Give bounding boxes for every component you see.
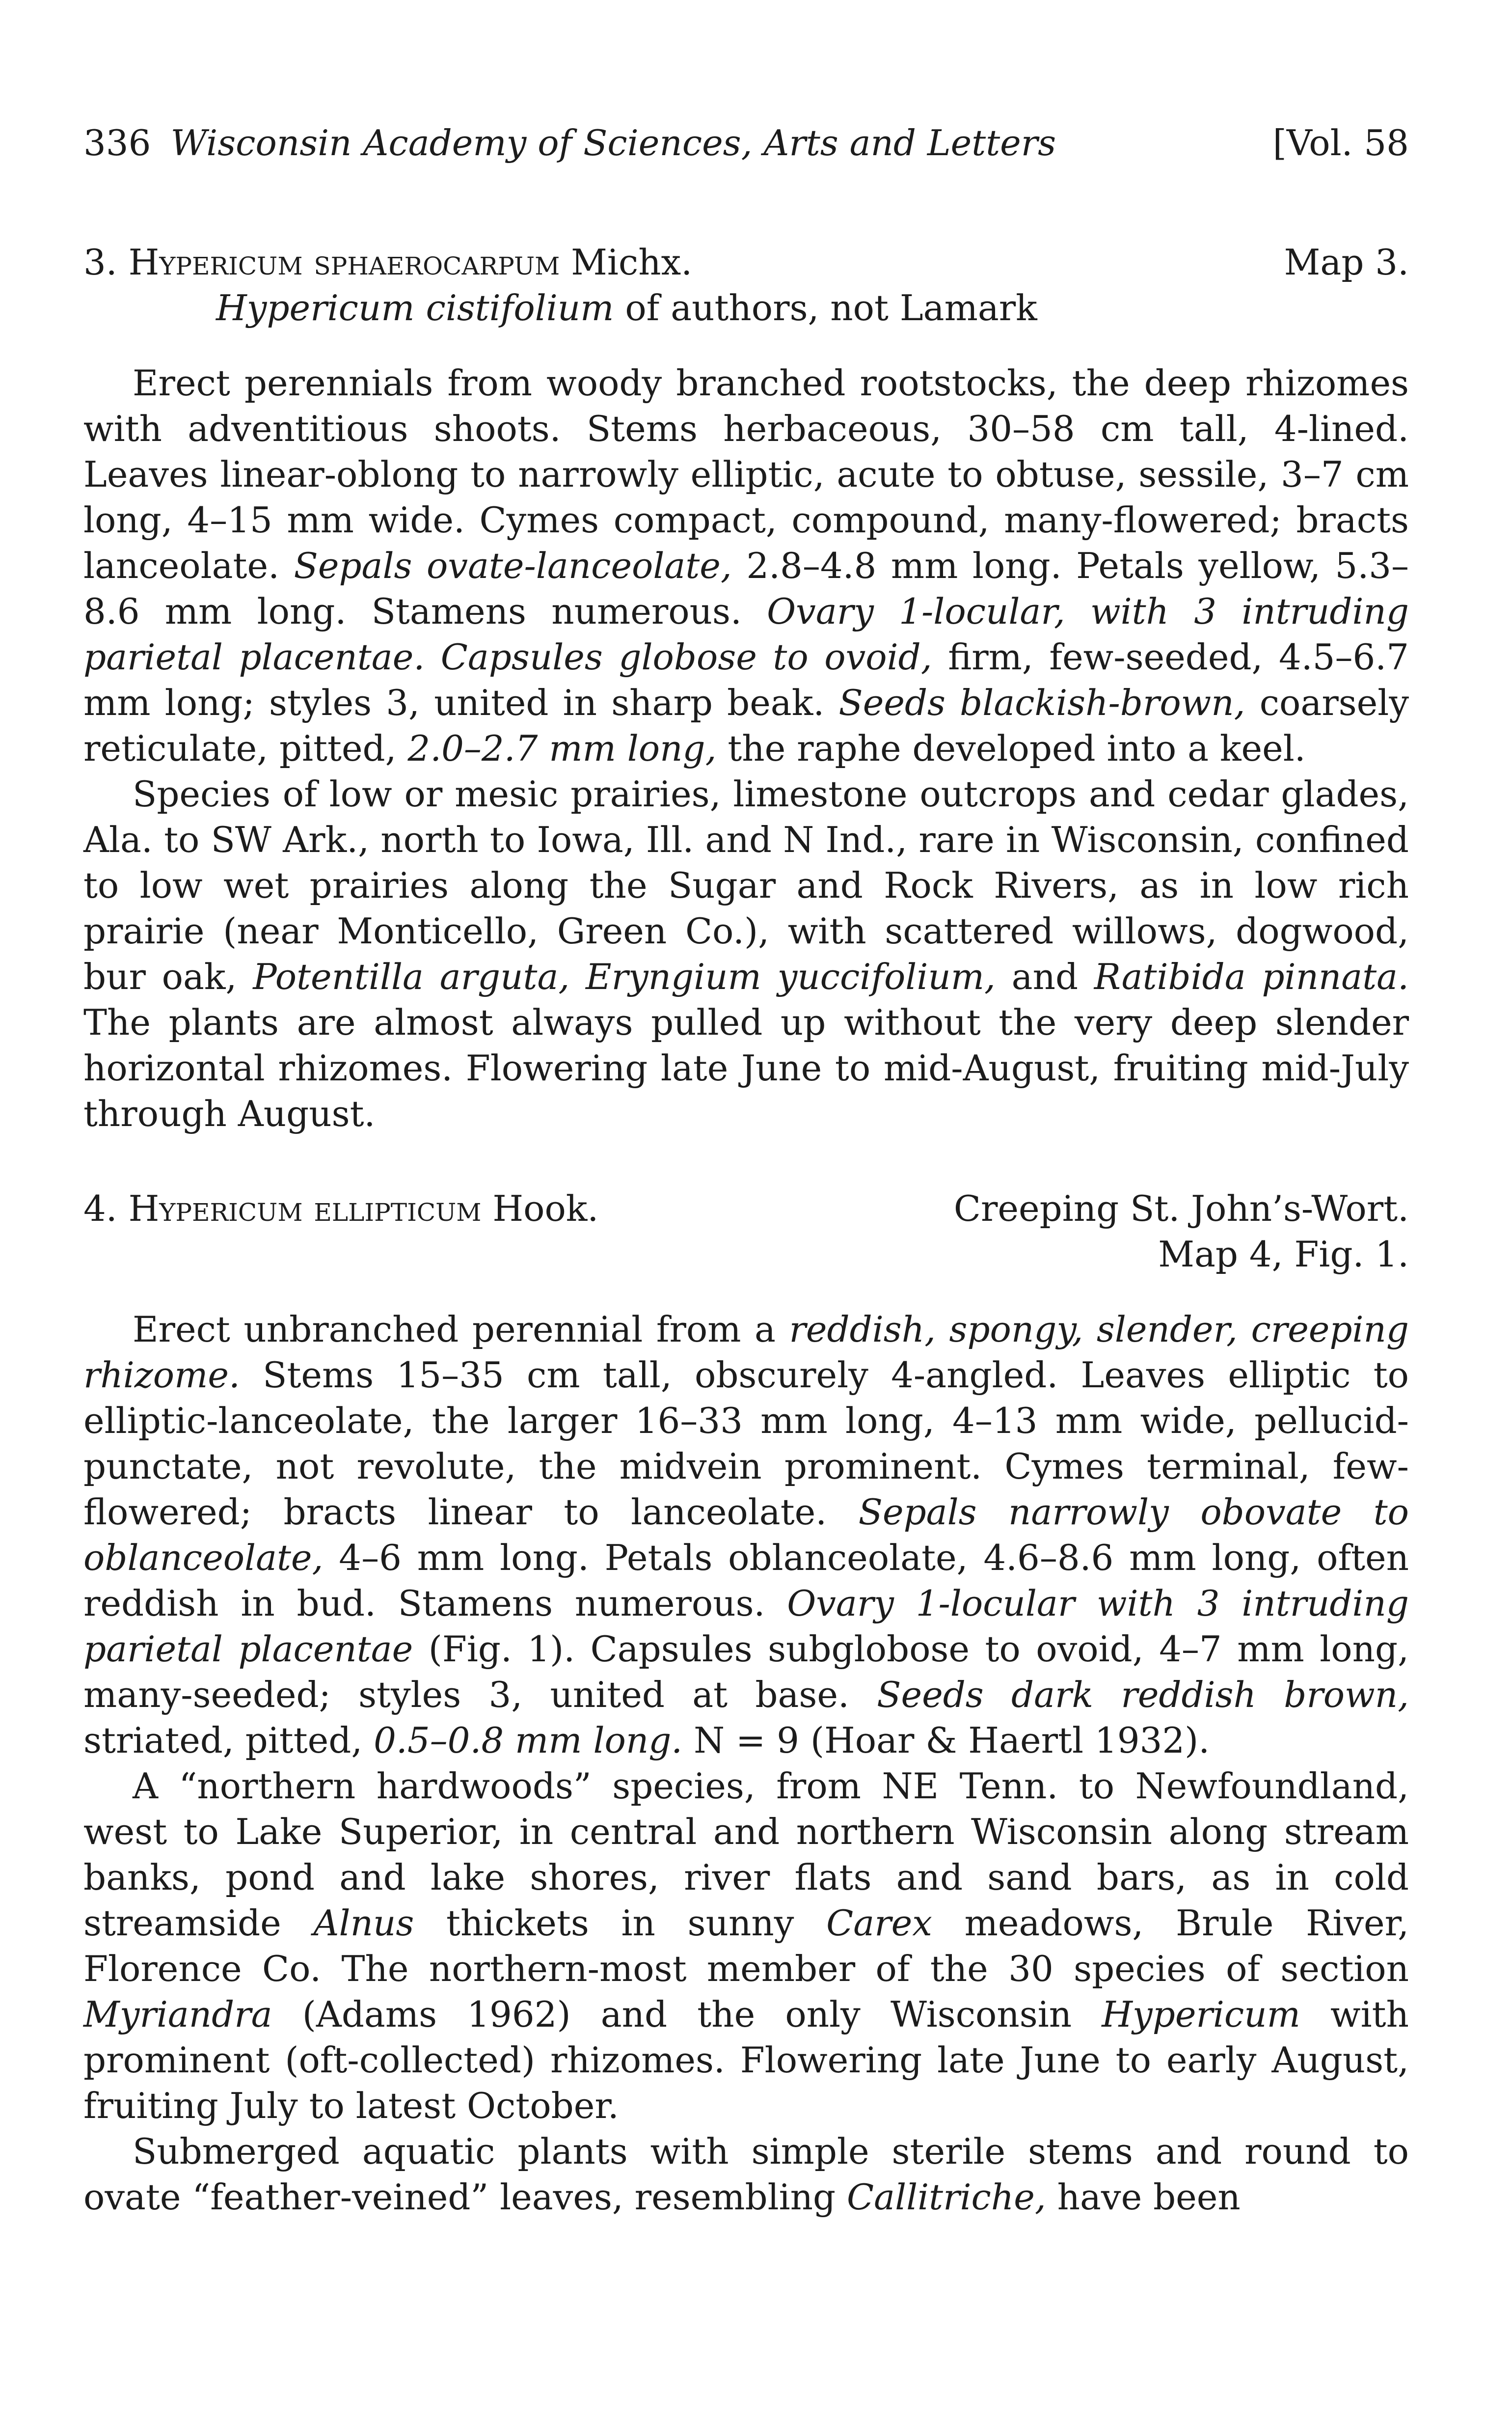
text-run: have been [1057, 2176, 1241, 2218]
italic-run: Potentilla arguta, Eryngium yuccifolium, [253, 956, 996, 997]
italic-run: 2.0–2.7 mm long, [407, 728, 717, 769]
header-left [83, 120, 1076, 166]
running-header [83, 120, 1409, 166]
text-run: A “northern hardwoods” species, from NE Tenn. to Newfoundland, west to Lake Superior, in central and northern Wisconsin along stream banks, pond and lake shores, river flats and sand bars, as in cold streamside [83, 1765, 1409, 1944]
text-run: 2.8–4.8 mm long. Petals yellow, 5.3–8.6 mm long. Stamens numerous. [83, 545, 1409, 632]
entry-4-name [83, 1186, 598, 1232]
text-run: (Fig. 1). Capsules subglobose to ovoid, 4–7 mm long, many-seeded; styles 3, united at base. [83, 1628, 1409, 1715]
text-run: thickets in sunny [446, 1902, 794, 1944]
text-run: coarsely reticulate, pitted, [83, 682, 1409, 769]
entry-3-name [83, 240, 692, 285]
entry-3-habitat [83, 771, 1409, 1137]
entry-4-map: Map 4, Fig. 1. [1158, 1234, 1409, 1275]
text-run: (Adams 1962) and the only Wisconsin [302, 1994, 1072, 2035]
entry-4-common-name: Creeping St. John’s-Wort. [953, 1188, 1409, 1229]
text-run: Species of low or mesic prairies, limestone outcrops and cedar glades, Ala. to SW Ark., north to Iowa, Ill. and N Ind., rare in Wisconsin, confined to low wet prairies along the Sugar and Rock Rivers, as in low rich prairie (near Monticello, Green Co.), with scattered willows, dogwood, bur oak, [83, 773, 1409, 997]
text-run: with prominent (oft-collected) rhizomes. Flowering late June to early August, fruiting July to latest October. [83, 1994, 1409, 2126]
entry-4 [83, 1186, 1409, 2220]
entry-3-species: sphaerocarpum [314, 242, 560, 283]
entry-3-number: 3. [83, 242, 117, 283]
entry-3-synonym [83, 285, 1409, 331]
italic-run: Seeds dark reddish brown, [877, 1674, 1409, 1715]
text-run: meadows, Brule River, Florence Co. The northern-most member of the 30 species of section [83, 1902, 1409, 1989]
text-run: 4–6 mm long. Petals oblanceolate, 4.6–8.6 mm long, often reddish in bud. Stamens numerous. [83, 1537, 1409, 1624]
entry-4-number: 4. [83, 1188, 117, 1229]
entry-4-aquatic-note [83, 2129, 1409, 2220]
italic-run: Sepals narrowly obovate to oblanceolate, [83, 1491, 1409, 1578]
entry-4-genus: Hypericum [128, 1188, 303, 1229]
entry-4-habitat [83, 1763, 1409, 2129]
italic-run: Carex [826, 1902, 932, 1944]
volume: [Vol. 58 [1272, 122, 1409, 164]
journal-title: Wisconsin Academy of Sciences, Arts and Letters [170, 122, 1056, 164]
italic-run: Callitriche, [847, 2176, 1046, 2218]
text-run: Submerged aquatic plants with simple sterile stems and round to ovate “feather-veined” leaves, resembling [83, 2131, 1409, 2218]
text-run: The plants are almost always pulled up without the very deep slender horizontal rhizomes. Flowering late June to mid-August, fruiting mid-July through August. [83, 1002, 1409, 1134]
text-run: Erect perennials from woody branched rootstocks, the deep rhizomes with adventitious shoots. Stems herbaceous, 30–58 cm tall, 4-lined. Leaves linear-oblong to narrowly elliptic, acute to obtuse, sessile, 3–7 cm long, 4–15 mm wide. Cymes compact, compound, many-flowered; bracts lanceolate. [83, 362, 1409, 586]
synonym-note: of authors, not Lamark [625, 287, 1037, 329]
text-run: and [1011, 956, 1079, 997]
entry-4-description [83, 1307, 1409, 1763]
text-run: Stems 15–35 cm tall, obscurely 4-angled. Leaves elliptic to elliptic-lanceolate, the larger 16–33 mm long, 4–13 mm wide, pellucid-punctate, not revolute, the midvein prominent. Cymes terminal, few-flowered; bracts linear to lanceolate. [83, 1354, 1409, 1533]
italic-run: Ovary 1-locular with 3 intruding parietal placentae [83, 1583, 1409, 1670]
text-run: the raphe developed into a keel. [728, 728, 1306, 769]
entry-3-genus: Hypericum [128, 242, 303, 283]
page-number: 336 [83, 122, 151, 164]
italic-run: Sepals ovate-lanceolate, [294, 545, 732, 586]
text-run: firm, few-seeded, 4.5–6.7 mm long; styles 3, united in sharp beak. [83, 636, 1409, 723]
text-run: striated, pitted, [83, 1720, 363, 1761]
italic-run: Ovary 1-locular, with 3 intruding parietal placentae. Capsules globose to ovoid, [83, 591, 1409, 678]
entry-3-description [83, 360, 1409, 771]
italic-run: Hypericum [1102, 1994, 1300, 2035]
italic-run: 0.5–0.8 mm long. [374, 1720, 683, 1761]
italic-run: Seeds blackish-brown, [838, 682, 1245, 723]
entry-4-authority: Hook. [492, 1188, 599, 1229]
entry-3-title [83, 240, 1409, 285]
entry-4-title [83, 1186, 1409, 1232]
synonym-name: Hypericum cistifolium [216, 287, 614, 329]
italic-run: Ratibida pinnata. [1094, 956, 1409, 997]
italic-run: Alnus [313, 1902, 414, 1944]
entry-3-map: Map 3. [1284, 242, 1409, 283]
text-run: N = 9 (Hoar & Haertl 1932). [694, 1720, 1210, 1761]
entry-4-species: ellipticum [314, 1188, 482, 1229]
text-run: Erect unbranched perennial from a [133, 1309, 776, 1350]
italic-run: Myriandra [83, 1994, 272, 2035]
page [83, 120, 1409, 2220]
entry-3-authority: Michx. [571, 242, 693, 283]
italic-run: reddish, spongy, slender, creeping rhizome. [83, 1309, 1409, 1396]
